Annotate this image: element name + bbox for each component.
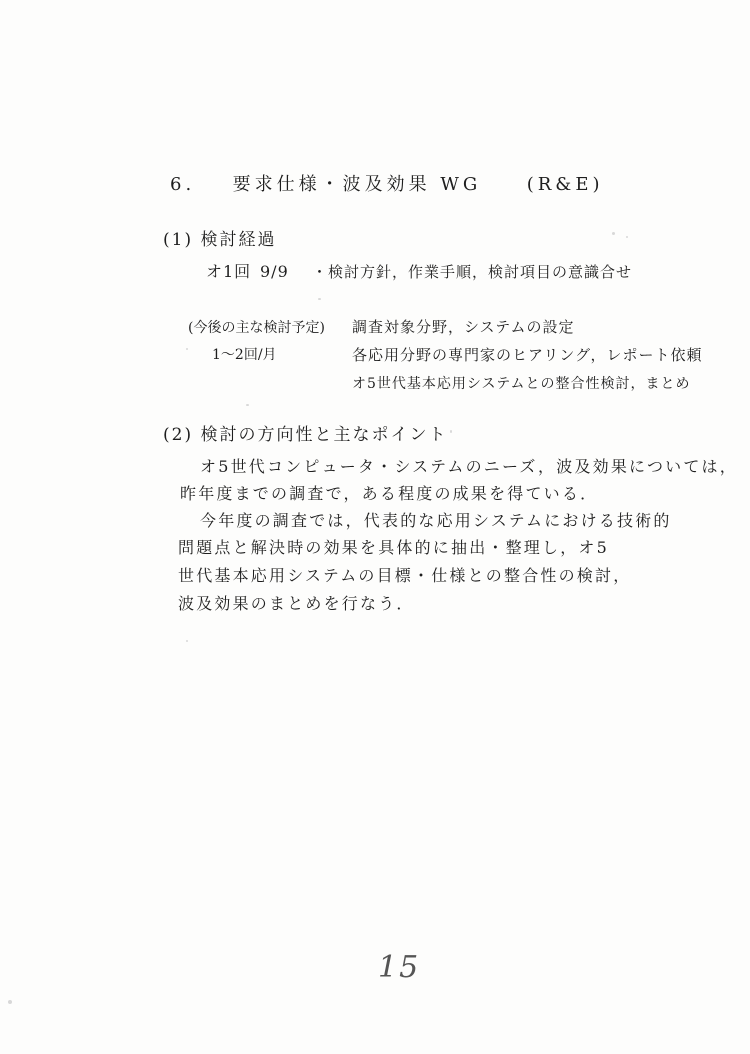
- meeting-date: 9/9: [260, 262, 289, 281]
- plan-label: (今後の主な検討予定): [188, 320, 325, 336]
- scan-speck: [450, 430, 452, 433]
- meeting-row: [206, 262, 251, 282]
- part2-heading: (2) 検討の方向性と主なポイント: [163, 425, 448, 445]
- scan-speck: [8, 1000, 12, 1004]
- scan-speck: [626, 236, 628, 238]
- scan-speck: [246, 404, 249, 406]
- plan-item: 調査対象分野，システムの設定: [352, 318, 575, 336]
- paragraph-line: 今年度の調査では，代表的な応用システムにおける技術的: [200, 511, 672, 530]
- scan-speck: [186, 640, 188, 642]
- paragraph-line: 世代基本応用システムの目標・仕様との整合性の検討，: [178, 566, 632, 585]
- paragraph-line: 波及効果のまとめを行なう．: [178, 594, 415, 613]
- section-tag: (R&E): [526, 174, 604, 195]
- paragraph-line: オ5世代コンピュータ・システムのニーズ，波及効果については，: [200, 457, 738, 476]
- scan-speck: [186, 348, 188, 350]
- section-title: 要求仕様・波及効果 WG: [232, 174, 482, 195]
- section-number: 6.: [170, 174, 196, 195]
- paragraph-line: 問題点と解決時の効果を具体的に抽出・整理し，オ5: [178, 538, 609, 557]
- scan-speck: [612, 232, 615, 235]
- plan-item: オ5世代基本応用システムとの整合性検討，まとめ: [352, 376, 691, 392]
- meeting-label: オ1回: [206, 262, 252, 281]
- meeting-items: ・検討方針，作業手順，検討項目の意識合せ: [312, 263, 633, 281]
- scan-speck: [318, 298, 321, 300]
- part1-heading: (1) 検討経過: [163, 230, 277, 250]
- plan-item: 各応用分野の専門家のヒアリング，レポート依頼: [352, 346, 703, 364]
- paragraph-line: 昨年度までの調査で，ある程度の成果を得ている．: [180, 484, 599, 503]
- page-number: 15: [378, 950, 421, 985]
- plan-frequency: 1～2回/月: [212, 347, 277, 363]
- section-title-row: [170, 175, 604, 195]
